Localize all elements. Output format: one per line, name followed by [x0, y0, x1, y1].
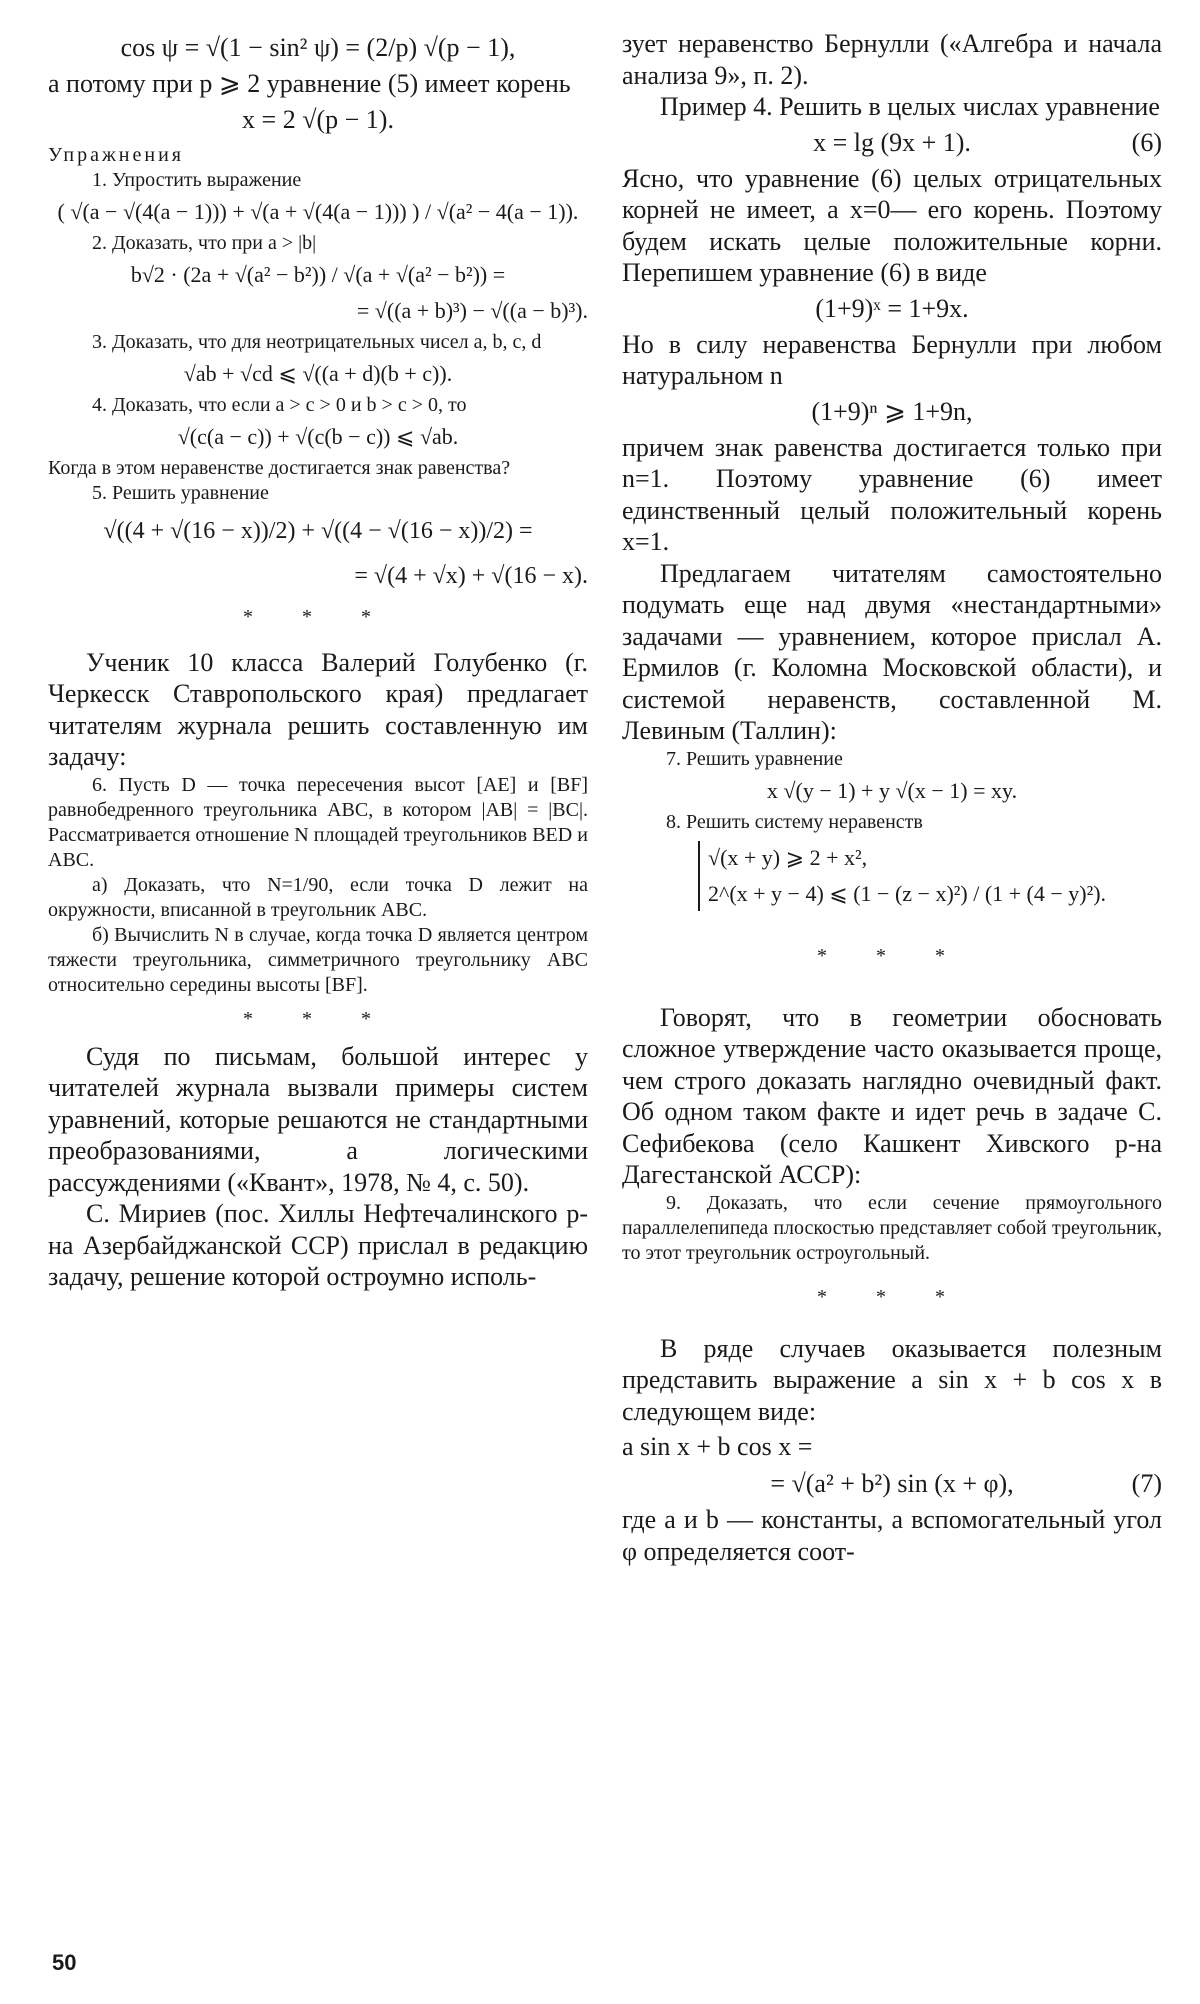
exercise-4-label: 4. Доказать, что если a > c > 0 и b > c > 0, то	[92, 393, 467, 416]
paragraph-bernoulli-ref: зует неравенство Бернулли («Алгебра и начала анализа 9», п. 2).	[622, 29, 1162, 90]
formula-root: x = 2 √(p − 1).	[242, 104, 394, 134]
section-separator: * * *	[243, 605, 393, 628]
system-brace	[698, 841, 1162, 911]
paragraph-miriev: С. Мириев (пос. Хиллы Нефтечалинского р-на Азербайджанской ССР) прислал в редакцию задачу, решение которой остроумно исполь-	[48, 1199, 588, 1291]
exercise-2-label: 2. Доказать, что при a > |b|	[92, 231, 317, 254]
problem-6b: б) Вычислить N в случае, когда точка D является центром тяжести треугольника, симметричного треугольнику ABC относительно середины высоты [BF].	[48, 923, 588, 996]
formula-7-row	[622, 1467, 1162, 1501]
equation-rewritten: (1+9)ˣ = 1+9x.	[815, 293, 969, 323]
exercise-5-formula-cont: = √(4 + √x) + √(16 − x).	[354, 562, 588, 589]
exercise-3-label: 3. Доказать, что для неотрицательных чисел a, b, c, d	[92, 330, 542, 353]
exercise-2-formula: b√2 · (2a + √(a² − b²)) / √(a + √(a² − b²)) =	[130, 261, 506, 287]
equation-6-row	[622, 126, 1162, 160]
section-separator: * * *	[243, 1007, 393, 1030]
system-line-1: √(x + y) ⩾ 2 + x²,	[708, 844, 868, 870]
section-separator: * * *	[817, 944, 967, 967]
exercise-5-formula: √((4 + √(16 − x))/2) + √((4 − √(16 − x))/2) =	[103, 517, 533, 544]
section-separator: * * *	[817, 1285, 967, 1308]
equation-6-number: (6)	[1131, 127, 1162, 157]
problem-8-label: 8. Решить систему неравенств	[666, 810, 923, 833]
exercise-3-formula: √ab + √cd ⩽ √((a + d)(b + c)).	[183, 360, 453, 386]
exercise-1-formula: ( √(a − √(4(a − 1))) + √(a + √(4(a − 1))) ) / √(a² − 4(a − 1)).	[57, 198, 579, 224]
formula-cos-psi: cos ψ = √(1 − sin² ψ) = (2/p) √(p − 1),	[120, 33, 516, 62]
formula-7-number: (7)	[1131, 1469, 1162, 1498]
problem-7-label: 7. Решить уравнение	[666, 747, 843, 770]
formula-7-lhs: a sin x + b cos x =	[622, 1432, 813, 1461]
problem-9: 9. Доказать, что если сечение прямоугольного параллелепипеда плоскостью представляет собой треугольник, то этот треугольник остроугольный.	[622, 1191, 1162, 1264]
paragraph-letters: Судя по письмам, большой интерес у читателей журнала вызвали примеры систем уравнений, которые решаются не стандартными преобразованиями, а логическими рассуждениями («Квант», 1978, № 4, с. 50).	[48, 1041, 588, 1197]
paragraph-golubenko: Ученик 10 класса Валерий Голубенко (г. Черкесск Ставропольского края) предлагает читателям журнала решить составленную им задачу:	[48, 647, 588, 771]
equation-6: x = lg (9x + 1).	[813, 127, 971, 157]
exercise-5-label: 5. Решить уравнение	[92, 481, 269, 504]
paragraph: а потому при p ⩾ 2 уравнение (5) имеет корень	[48, 69, 571, 98]
paragraph-bernoulli: Но в силу неравенства Бернулли при любом натуральном n	[622, 329, 1162, 390]
exercise-1-label: 1. Упростить выражение	[92, 168, 302, 191]
paragraph-geometry: Говорят, что в геометрии обосновать сложное утверждение часто оказывается проще, чем строго доказать наглядно очевидный факт. Об одном таком факте и идет речь в задаче С. Сефибекова (село Кашкент Хивского р-на Дагестанской АССР):	[622, 1002, 1162, 1189]
problem-6: 6. Пусть D — точка пересечения высот [AE] и [BF] равнобедренного треугольника ABC, в котором |AB| = |BC|. Рассматривается отношение N площадей треугольников BED и ABC.	[48, 773, 588, 871]
formula-7-rhs: = √(a² + b²) sin (x + φ),	[770, 1469, 1014, 1498]
section-heading-exercises: Упражнения	[48, 143, 184, 166]
problem-6a: а) Доказать, что N=1/90, если точка D лежит на окружности, вписанной в треугольник ABC.	[48, 873, 588, 921]
paragraph-integer-roots: Ясно, что уравнение (6) целых отрицательных корней не имеет, а x=0— его корень. Поэтому будем искать целые положительные корни. Перепишем уравнение (6) в виде	[622, 163, 1162, 287]
left-column	[48, 28, 588, 1293]
paragraph-constants: где a и b — константы, а вспомогательный угол φ определяется соот-	[622, 1505, 1162, 1566]
paragraph-trig: В ряде случаев оказывается полезным представить выражение a sin x + b cos x в следующем виде:	[622, 1333, 1162, 1426]
exercise-4-question: Когда в этом неравенстве достигается знак равенства?	[48, 456, 511, 479]
page-number: 50	[52, 1950, 77, 1975]
exercise-2-formula-cont: = √((a + b)³) − √((a − b)³).	[356, 297, 588, 323]
right-column	[622, 28, 1162, 1567]
system-line-2: 2^(x + y − 4) ⩽ (1 − (z − x)²) / (1 + (4 − y)²).	[708, 880, 1107, 906]
bernoulli-inequality: (1+9)ⁿ ⩾ 1+9n,	[811, 396, 973, 426]
problem-7-formula: x √(y − 1) + y √(x − 1) = xy.	[766, 777, 1018, 803]
example-4-heading: Пример 4. Решить в целых числах уравнение	[660, 92, 1160, 121]
paragraph-readers: Предлагаем читателям самостоятельно подумать еще над двумя «нестандартными» задачами — уравнением, которое прислал А. Ермилов (г. Коломна Московской области), и системой неравенств, составленной М. Левиным (Таллин):	[622, 558, 1162, 745]
paragraph-equality: причем знак равенства достигается только при n=1. Поэтому уравнение (6) имеет единственный целый положительный корень x=1.	[622, 432, 1162, 556]
exercise-4-formula: √(c(a − c)) + √(c(b − c)) ⩽ √ab.	[177, 423, 459, 449]
